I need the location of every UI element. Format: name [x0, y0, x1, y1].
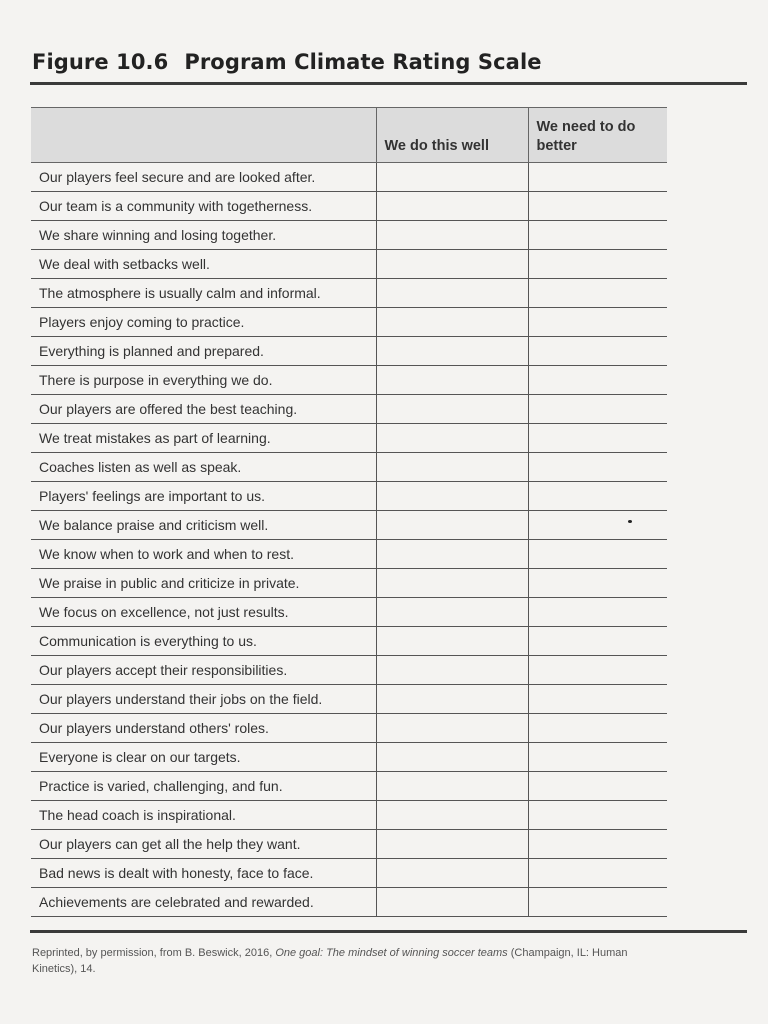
statement-cell: Players' feelings are important to us.	[31, 482, 376, 511]
need-to-do-better-cell[interactable]	[528, 424, 667, 453]
table-row	[31, 308, 667, 337]
do-this-well-cell[interactable]	[376, 192, 528, 221]
do-this-well-cell[interactable]	[376, 830, 528, 859]
print-speck	[628, 520, 632, 523]
do-this-well-cell[interactable]	[376, 511, 528, 540]
need-to-do-better-cell[interactable]	[528, 569, 667, 598]
do-this-well-cell[interactable]	[376, 279, 528, 308]
table-row	[31, 192, 667, 221]
credit-suffix: (Champaign, IL: Human Kinetics), 14.	[32, 947, 628, 975]
table-row	[31, 511, 667, 540]
need-to-do-better-cell[interactable]	[528, 743, 667, 772]
table-row	[31, 888, 667, 917]
do-this-well-cell[interactable]	[376, 569, 528, 598]
statement-cell: Achievements are celebrated and rewarded.	[31, 888, 376, 917]
statement-cell: Our team is a community with togetherness.	[31, 192, 376, 221]
header-statement	[31, 108, 376, 163]
need-to-do-better-cell[interactable]	[528, 482, 667, 511]
table-row	[31, 424, 667, 453]
statement-cell: We focus on excellence, not just results.	[31, 598, 376, 627]
table-row	[31, 279, 667, 308]
do-this-well-cell[interactable]	[376, 482, 528, 511]
figure-title	[32, 50, 542, 74]
need-to-do-better-cell[interactable]	[528, 540, 667, 569]
do-this-well-cell[interactable]	[376, 308, 528, 337]
statement-cell: Our players understand their jobs on the field.	[31, 685, 376, 714]
do-this-well-cell[interactable]	[376, 424, 528, 453]
table-row	[31, 337, 667, 366]
statement-cell: Communication is everything to us.	[31, 627, 376, 656]
statement-cell: Our players can get all the help they want.	[31, 830, 376, 859]
statement-cell: We know when to work and when to rest.	[31, 540, 376, 569]
need-to-do-better-cell[interactable]	[528, 192, 667, 221]
do-this-well-cell[interactable]	[376, 743, 528, 772]
statement-cell: Our players feel secure and are looked after.	[31, 163, 376, 192]
statement-cell: Players enjoy coming to practice.	[31, 308, 376, 337]
table-row	[31, 540, 667, 569]
header-need-to-do-better: We need to do better	[528, 108, 667, 163]
statement-cell: Our players accept their responsibilities.	[31, 656, 376, 685]
statement-cell: We praise in public and criticize in private.	[31, 569, 376, 598]
table-row	[31, 714, 667, 743]
bottom-rule	[30, 930, 747, 933]
do-this-well-cell[interactable]	[376, 627, 528, 656]
need-to-do-better-cell[interactable]	[528, 714, 667, 743]
table-body	[31, 163, 667, 917]
table-row	[31, 743, 667, 772]
need-to-do-better-cell[interactable]	[528, 772, 667, 801]
statement-cell: Bad news is dealt with honesty, face to face.	[31, 859, 376, 888]
do-this-well-cell[interactable]	[376, 859, 528, 888]
need-to-do-better-cell[interactable]	[528, 859, 667, 888]
statement-cell: Our players are offered the best teaching.	[31, 395, 376, 424]
do-this-well-cell[interactable]	[376, 540, 528, 569]
need-to-do-better-cell[interactable]	[528, 308, 667, 337]
table-row	[31, 656, 667, 685]
do-this-well-cell[interactable]	[376, 888, 528, 917]
table-row	[31, 772, 667, 801]
figure-caption: Program Climate Rating Scale	[184, 50, 542, 74]
table-header-row	[31, 108, 667, 163]
figure-number: Figure 10.6	[32, 50, 169, 74]
need-to-do-better-cell[interactable]	[528, 627, 667, 656]
need-to-do-better-cell[interactable]	[528, 656, 667, 685]
need-to-do-better-cell[interactable]	[528, 366, 667, 395]
table-row	[31, 453, 667, 482]
statement-cell: We deal with setbacks well.	[31, 250, 376, 279]
do-this-well-cell[interactable]	[376, 366, 528, 395]
table-row	[31, 627, 667, 656]
need-to-do-better-cell[interactable]	[528, 685, 667, 714]
table-row	[31, 598, 667, 627]
do-this-well-cell[interactable]	[376, 163, 528, 192]
need-to-do-better-cell[interactable]	[528, 888, 667, 917]
statement-cell: We share winning and losing together.	[31, 221, 376, 250]
statement-cell: Our players understand others' roles.	[31, 714, 376, 743]
do-this-well-cell[interactable]	[376, 656, 528, 685]
statement-cell: Coaches listen as well as speak.	[31, 453, 376, 482]
need-to-do-better-cell[interactable]	[528, 337, 667, 366]
need-to-do-better-cell[interactable]	[528, 598, 667, 627]
header-do-this-well: We do this well	[376, 108, 528, 163]
permission-credit	[32, 945, 672, 977]
table-row	[31, 482, 667, 511]
table-row	[31, 801, 667, 830]
table-row	[31, 685, 667, 714]
credit-book-title: One goal: The mindset of winning soccer teams	[275, 947, 508, 959]
need-to-do-better-cell[interactable]	[528, 453, 667, 482]
do-this-well-cell[interactable]	[376, 337, 528, 366]
do-this-well-cell[interactable]	[376, 395, 528, 424]
do-this-well-cell[interactable]	[376, 685, 528, 714]
rating-scale-table	[31, 107, 667, 917]
statement-cell: There is purpose in everything we do.	[31, 366, 376, 395]
do-this-well-cell[interactable]	[376, 714, 528, 743]
statement-cell: We treat mistakes as part of learning.	[31, 424, 376, 453]
credit-prefix: Reprinted, by permission, from B. Beswick, 2016,	[32, 947, 276, 959]
do-this-well-cell[interactable]	[376, 453, 528, 482]
statement-cell: Practice is varied, challenging, and fun.	[31, 772, 376, 801]
table-row	[31, 830, 667, 859]
table-row	[31, 250, 667, 279]
table-row	[31, 395, 667, 424]
need-to-do-better-cell[interactable]	[528, 250, 667, 279]
table-row	[31, 569, 667, 598]
statement-cell: We balance praise and criticism well.	[31, 511, 376, 540]
statement-cell: Everyone is clear on our targets.	[31, 743, 376, 772]
need-to-do-better-cell[interactable]	[528, 801, 667, 830]
table-row	[31, 163, 667, 192]
need-to-do-better-cell[interactable]	[528, 511, 667, 540]
statement-cell: Everything is planned and prepared.	[31, 337, 376, 366]
need-to-do-better-cell[interactable]	[528, 163, 667, 192]
statement-cell: The atmosphere is usually calm and informal.	[31, 279, 376, 308]
need-to-do-better-cell[interactable]	[528, 221, 667, 250]
do-this-well-cell[interactable]	[376, 250, 528, 279]
table-row	[31, 366, 667, 395]
top-rule	[30, 82, 747, 85]
need-to-do-better-cell[interactable]	[528, 830, 667, 859]
table-row	[31, 221, 667, 250]
need-to-do-better-cell[interactable]	[528, 279, 667, 308]
do-this-well-cell[interactable]	[376, 772, 528, 801]
table-row	[31, 859, 667, 888]
do-this-well-cell[interactable]	[376, 801, 528, 830]
statement-cell: The head coach is inspirational.	[31, 801, 376, 830]
need-to-do-better-cell[interactable]	[528, 395, 667, 424]
do-this-well-cell[interactable]	[376, 221, 528, 250]
do-this-well-cell[interactable]	[376, 598, 528, 627]
